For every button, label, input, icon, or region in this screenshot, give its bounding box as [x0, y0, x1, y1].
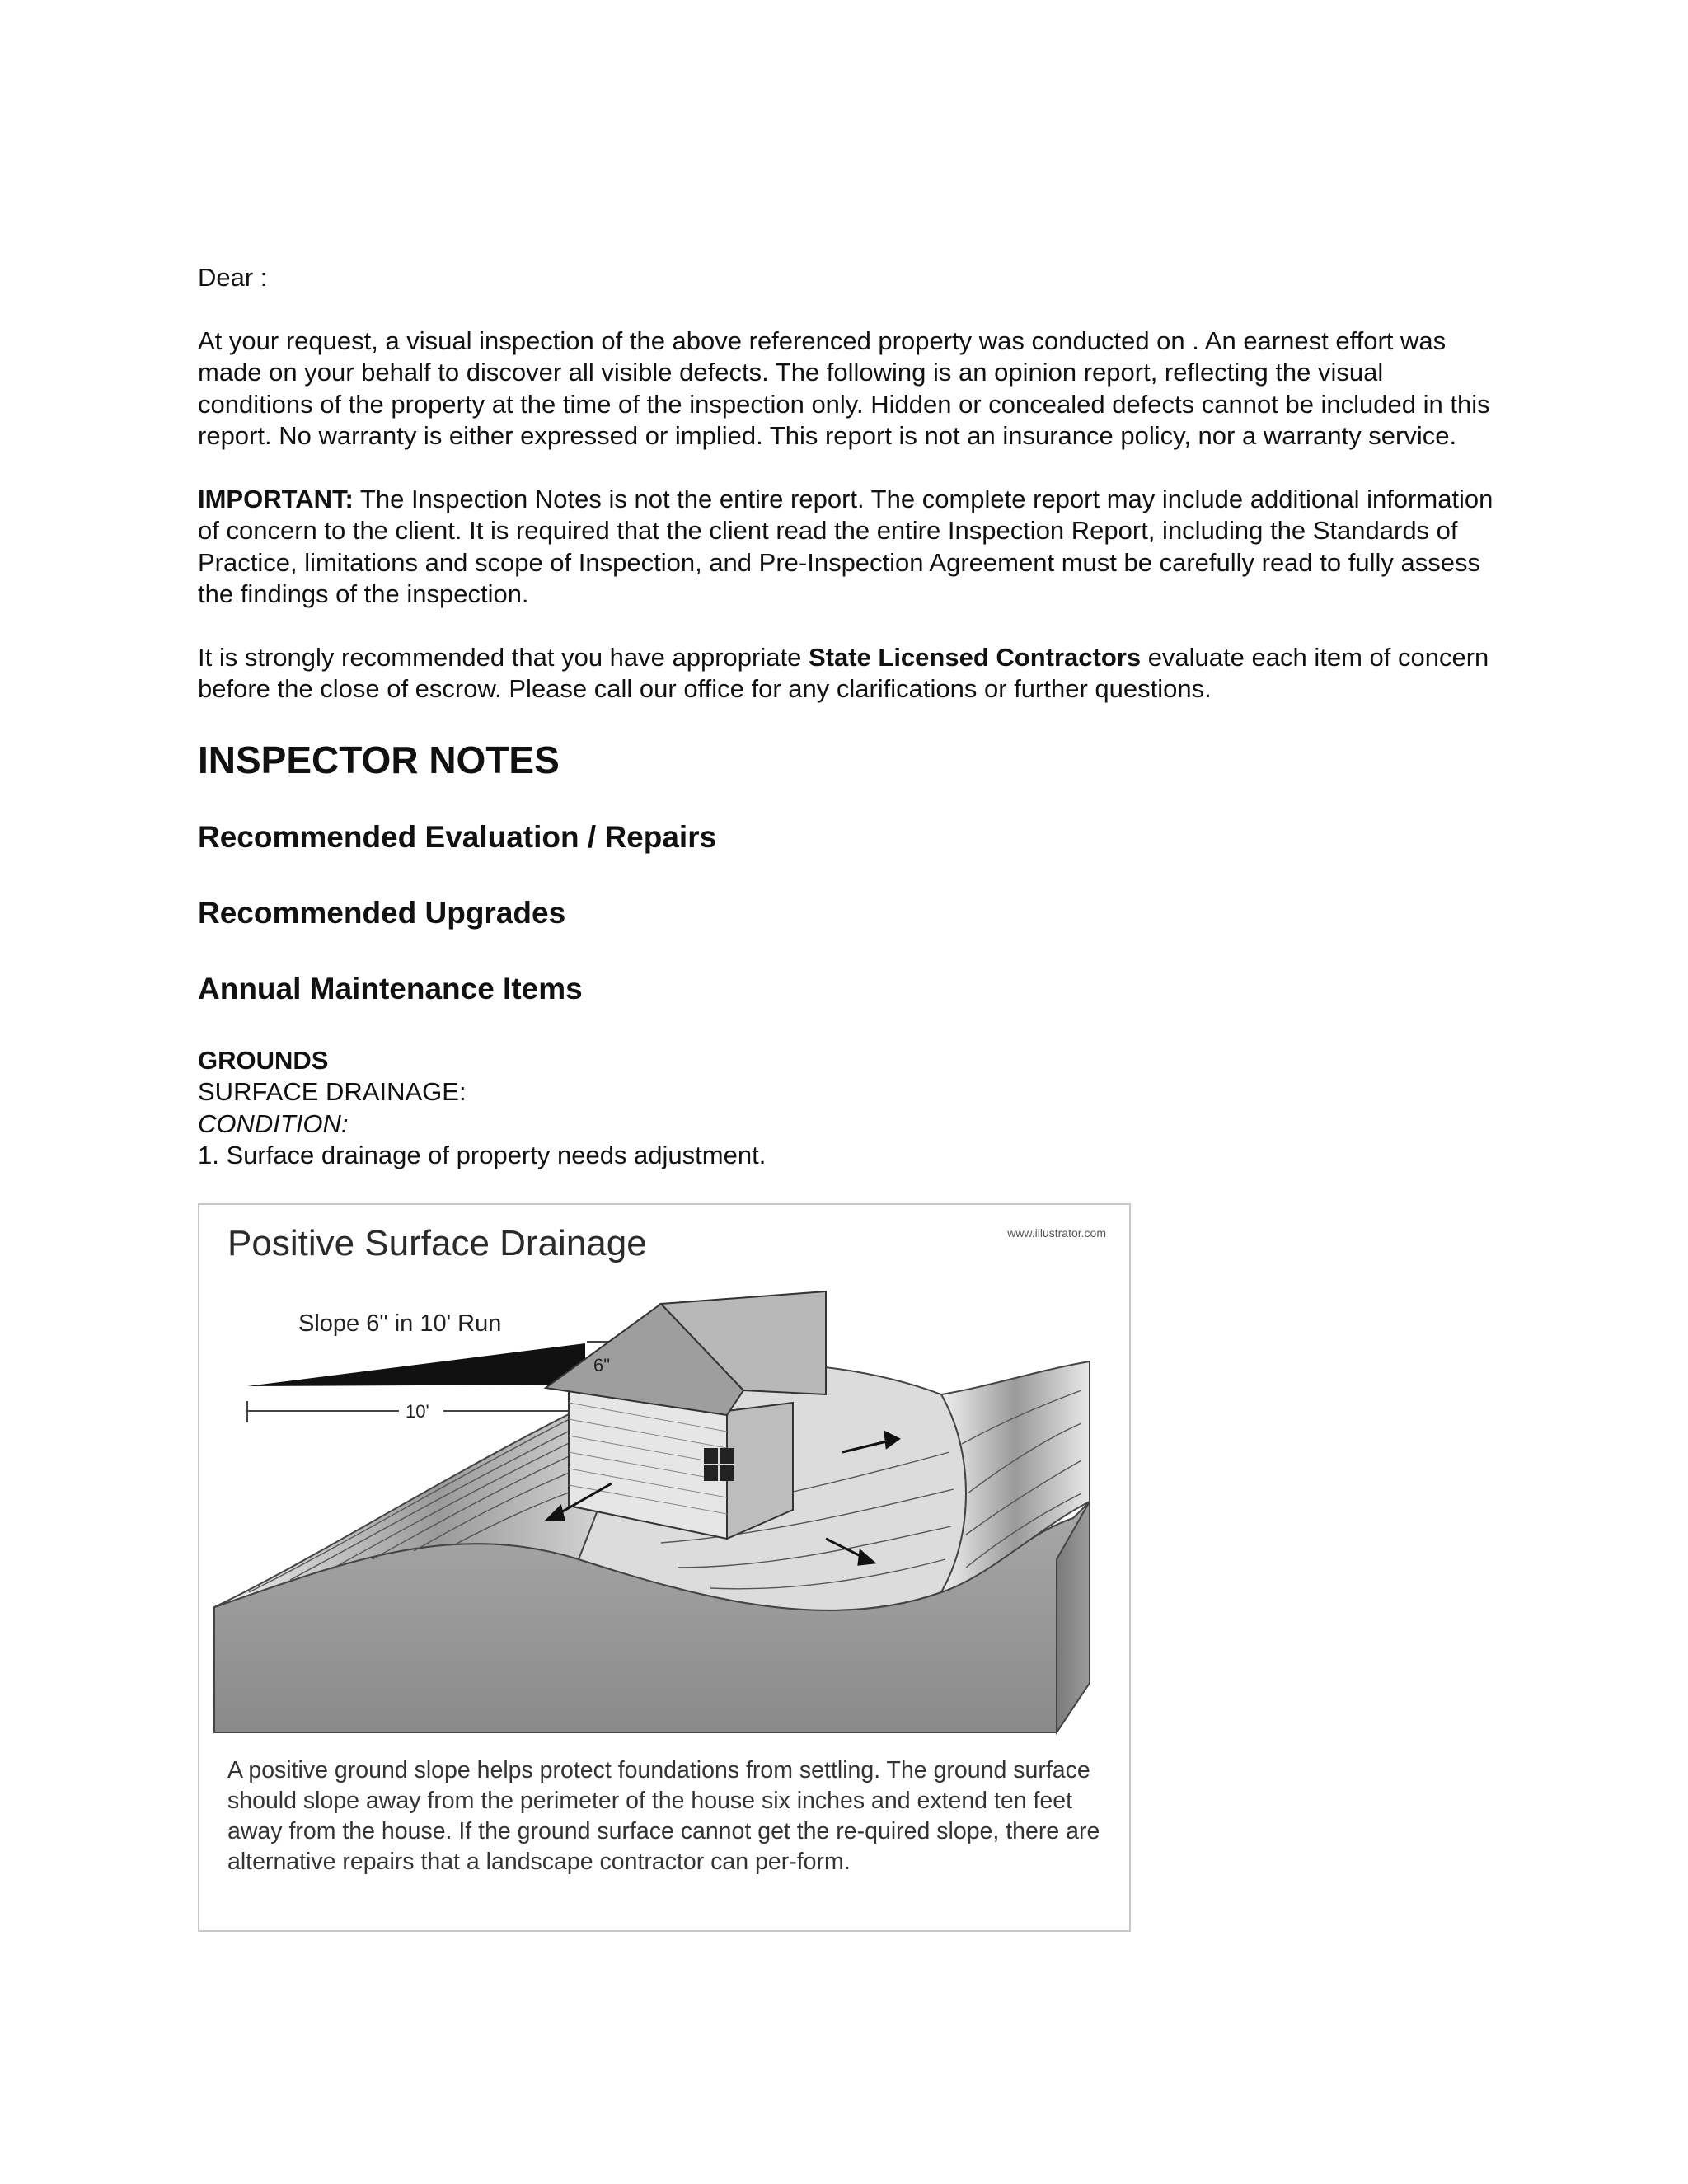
recommend-pre: It is strongly recommended that you have appropriate — [198, 642, 809, 672]
condition-label: CONDITION: — [198, 1108, 349, 1138]
run-label: 10' — [406, 1401, 429, 1422]
inspector-notes-heading: INSPECTOR NOTES — [198, 738, 560, 781]
grounds-section-label: GROUNDS — [198, 1045, 329, 1075]
important-paragraph — [198, 484, 1500, 611]
report-page — [198, 262, 1500, 1172]
important-label: IMPORTANT: — [198, 484, 354, 513]
surface-drainage-label: SURFACE DRAINAGE: — [198, 1077, 467, 1106]
important-text: The Inspection Notes is not the entire report. The complete report may include additional information of concern to the client. It is required that the client read the entire Inspection Report, including the Standards of Practice, limitations and scope of Inspection, and Pre-Inspection Agreement must be carefully read to fully assess the findings of the inspection. — [198, 484, 1493, 608]
upgrades-heading: Recommended Upgrades — [198, 895, 566, 930]
slope-label: Slope 6" in 10' Run — [298, 1310, 502, 1337]
figure-caption: A positive ground slope helps protect foundations from settling. The ground surface should slope away from the perimeter of the house six inches and extend ten feet away from the house. If the ground surface cannot get the re-quired slope, there are alternative repairs that a landscape contractor can per-form. — [227, 1757, 1100, 1875]
intro-paragraph: At your request, a visual inspection of the above referenced property was conducted on . An earnest effort was made on your behalf to discover all visible defects. The following is an opinion report, reflecting the visual conditions of the property at the time of the inspection only. Hidden or concealed defects cannot be included in this report. No warranty is either expressed or implied. This report is not an insurance policy, nor a warranty service. — [198, 326, 1490, 450]
figure-title: Positive Surface Drainage — [227, 1223, 647, 1263]
contractors-emphasis: State Licensed Contractors — [808, 642, 1142, 672]
slope-wedge-icon — [247, 1343, 585, 1386]
drainage-finding: 1. Surface drainage of property needs adjustment. — [198, 1141, 767, 1169]
maintenance-heading: Annual Maintenance Items — [198, 971, 583, 1005]
evaluation-repairs-heading: Recommended Evaluation / Repairs — [198, 819, 717, 854]
rise-label: 6" — [593, 1355, 611, 1376]
drainage-illustration — [198, 1203, 1131, 1932]
salutation: Dear : — [198, 263, 268, 292]
recommend-post: evaluate each item of concern before the close of escrow. Please call our office for any clarifications or further questions. — [198, 642, 1489, 703]
figure-watermark-url: www.illustrator.com — [1007, 1226, 1106, 1240]
recommend-paragraph — [198, 642, 1500, 705]
